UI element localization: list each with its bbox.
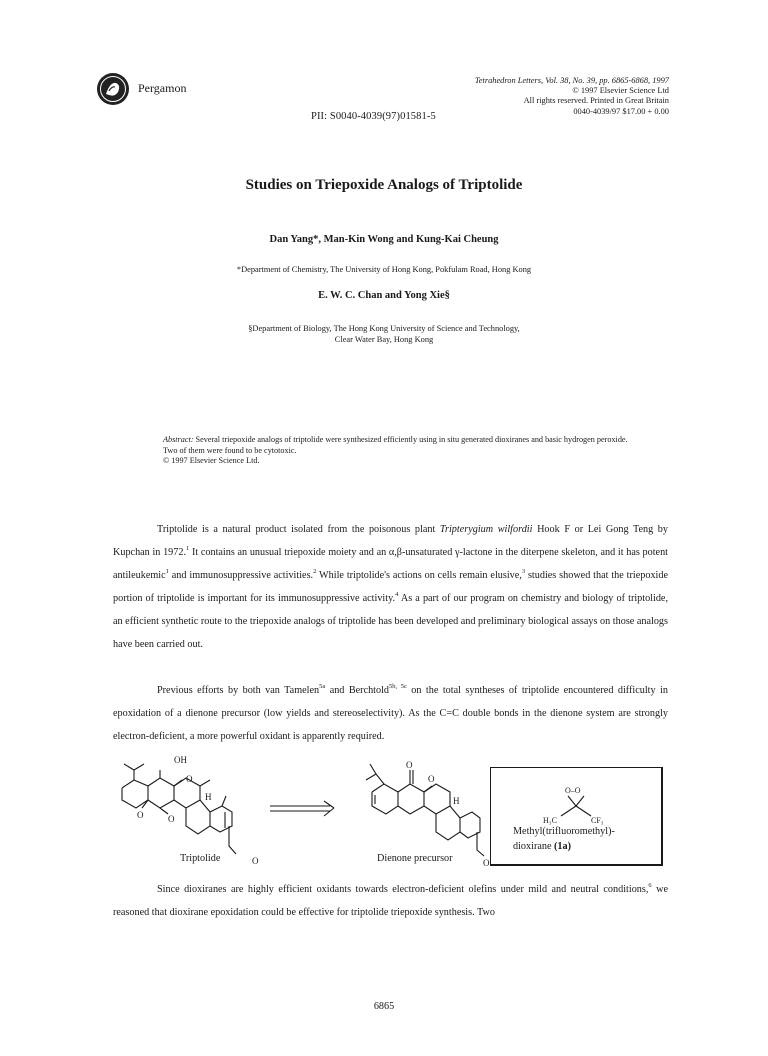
compound-number: (1a) [554,841,572,852]
atom-label-o: O [168,814,175,824]
journal-citation: Tetrahedron Letters, Vol. 38, No. 39, pp. 6865-6868, 1997 [474,76,669,85]
text-run: Hook F or Lei Gong Teng by Kupchan in 1972. [113,524,668,558]
atom-label-o: O [428,774,435,784]
atom-label-o: O [252,856,259,866]
text-run: It contains an unusual triepoxide moiety and an α,β-unsaturated γ-lactone in the diterpene skeleton, and it has potent antileukemic [113,547,669,581]
citation-ref: 5b, 5c [389,683,407,690]
pii: PII: S0040-4039(97)01581-5 [311,111,436,122]
authors-group-2: E. W. C. Chan and Yong Xie§ [318,290,450,301]
citation-ref: 5a [319,683,326,690]
scheme-label-dienone: Dienone precursor [377,853,453,864]
triptolide-structure [122,764,236,854]
affiliation-2-line-2: Clear Water Bay, Hong Kong [334,335,434,344]
text-run: While triptolide's actions on cells remain elusive, [316,570,522,581]
reagent-name-line-1: Methyl(trifluoromethyl)- [513,826,615,837]
abstract-label: Abstract: [163,435,194,444]
atom-label-h3c: H₃C [543,816,557,825]
text-run: Previous efforts by both van Tamelen [157,685,320,696]
citation-ref: 3 [521,568,526,575]
atom-label-oh: OH [174,755,187,765]
journal-rights: All rights reserved. Printed in Great Britain [523,96,669,106]
species-name: Tripterygium wilfordii [439,524,533,535]
atom-label-cf3: CF₃ [591,816,604,825]
citation-ref: 4 [395,591,399,598]
atom-label-h: H [205,792,212,802]
atom-label-o: O [406,760,413,770]
reagent-box [490,767,663,866]
journal-copyright: © 1997 Elsevier Science Ltd [572,86,669,96]
citation-ref: 6 [648,882,652,889]
atom-label-o: O [483,858,490,868]
atom-label-o: O [137,810,144,820]
dioxirane-structure [491,768,661,828]
citation-ref: 1 [165,568,169,575]
reagent-name-line-2 [513,839,615,854]
page-number: 6865 [373,1001,395,1012]
text-run: we reasoned that dioxirane epoxidation could be effective for triptolide triepoxide synthesis. Two [113,884,668,918]
text-run: on the total syntheses of triptolide encountered difficulty in epoxidation of a dienone precursor (low yields and stereoselectivity). As the C=C double bonds in the dienone system are strongly electron-deficient, a more powerful oxidant is apparently required. [113,685,668,742]
body-paragraph-3 [113,878,668,924]
publisher-name: Pergamon [138,81,187,95]
text-run: studies showed that the triepoxide portion of triptolide is important for its immunosuppressive activity. [113,570,668,604]
text-run: and Berchtold [325,685,390,696]
scheme-label-triptolide: Triptolide [180,853,221,864]
affiliation-1: *Department of Chemistry, The University of Hong Kong, Pokfulam Road, Hong Kong [236,265,532,274]
affiliation-2-line-1: §Department of Biology, The Hong Kong University of Science and Technology, [248,324,520,333]
atom-label-oo: O–O [565,786,581,795]
atom-label-h: H [453,796,460,806]
text-run: dioxirane [513,841,555,852]
authors-group-1: Dan Yang*, Man-Kin Wong and Kung-Kai Cheung [269,234,499,245]
text-run: Triptolide is a natural product isolated from the poisonous plant [157,524,440,535]
dienone-precursor-structure [366,764,484,856]
reagent-name [513,824,615,854]
atom-label-o: O [186,774,193,784]
text-run: As a part of our program on chemistry and biology of triptolide, an efficient synthetic route to the triepoxide analogs of triptolide has been developed and preliminary biological assays on those analogs have been carried out. [113,593,669,650]
paper-title: Studies on Triepoxide Analogs of Triptolide [245,177,523,193]
abstract-copyright: © 1997 Elsevier Science Ltd. [163,456,260,466]
journal-price: 0040-4039/97 $17.00 + 0.00 [573,106,669,116]
text-run: and immunosuppressive activities. [168,570,314,581]
abstract-text: Several triepoxide analogs of triptolide were synthesized efficiently using in situ generated dioxiranes and basic hydrogen peroxide. Two of them were found to be cytotoxic. [163,435,628,455]
text-run: Since dioxiranes are highly efficient oxidants towards electron-deficient olefins under mild and neutral conditions, [157,884,649,895]
citation-ref: 1 [186,545,190,552]
citation-ref: 2 [313,568,317,575]
